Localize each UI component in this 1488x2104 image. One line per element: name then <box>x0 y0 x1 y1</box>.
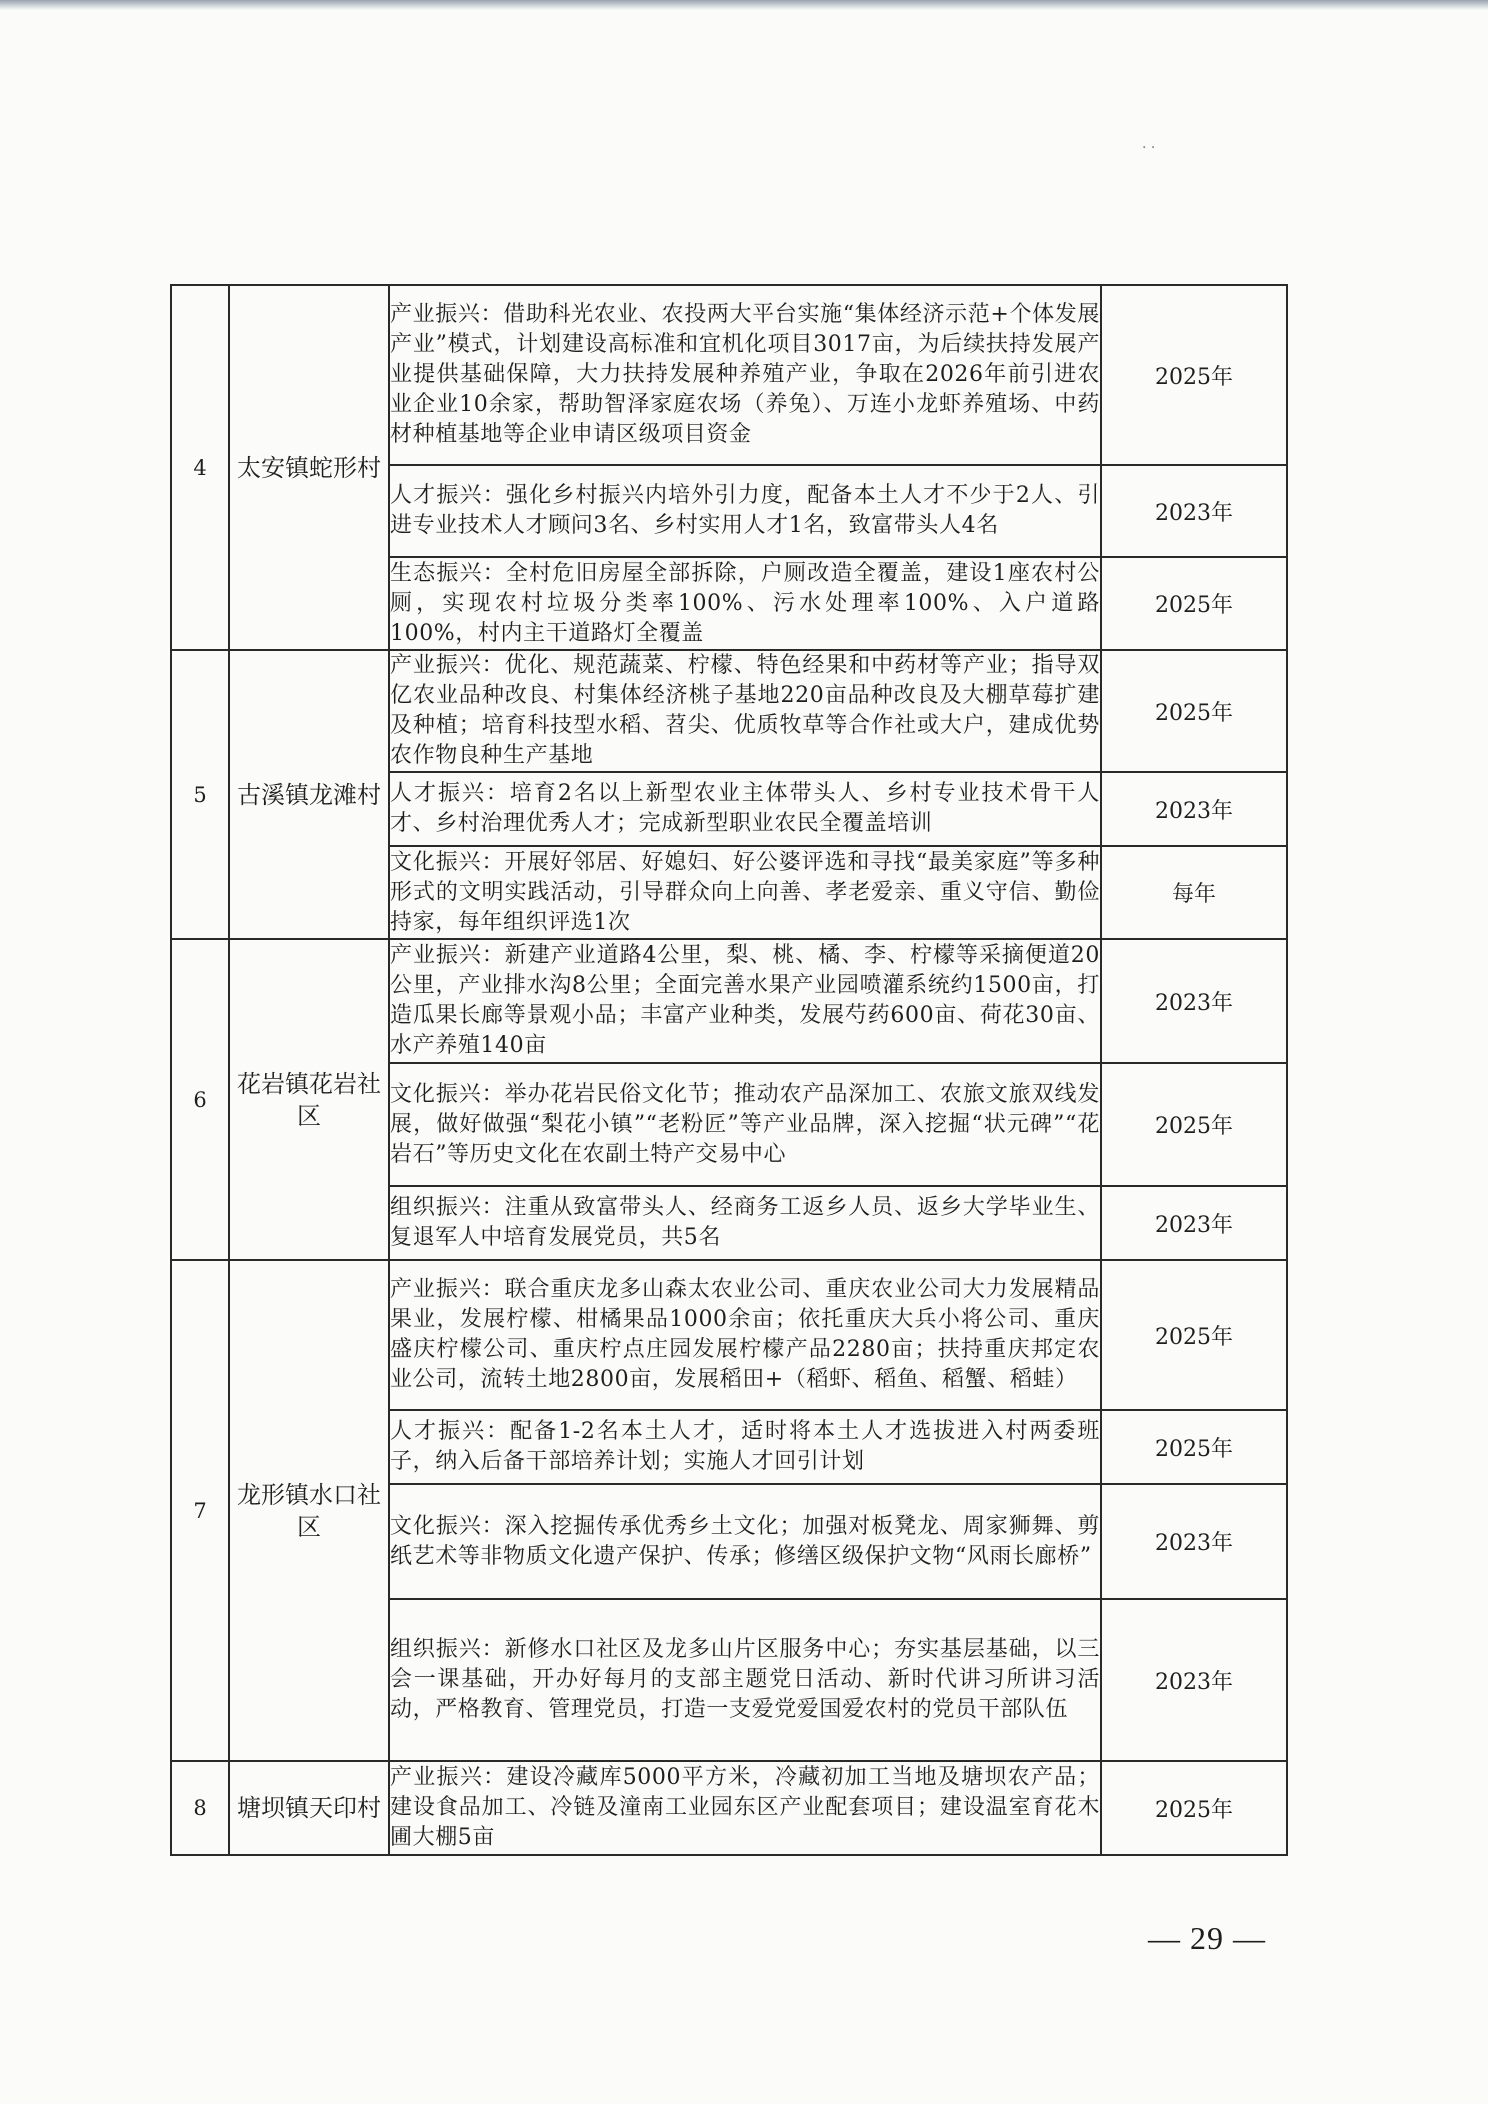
plan-table <box>170 284 1288 1856</box>
deadline-year: 2025年 <box>1101 1260 1287 1410</box>
task-content: 文化振兴：举办花岩民俗文化节；推动农产品深加工、农旅文旅双线发展，做好做强“梨花小镇”“老粉匠”等产业品牌，深入挖掘“状元碑”“花岩石”等历史文化在农副土特产交易中心 <box>389 1063 1101 1186</box>
page-number: — 29 — <box>1148 1920 1266 1956</box>
task-content: 生态振兴：全村危旧房屋全部拆除，户厕改造全覆盖，建设1座农村公厕，实现农村垃圾分类率100%、污水处理率100%、入户道路100%，村内主干道路灯全覆盖 <box>389 557 1101 650</box>
deadline-year: 2025年 <box>1101 285 1287 465</box>
deadline-year: 2023年 <box>1101 1186 1287 1260</box>
deadline-year: 2025年 <box>1101 650 1287 772</box>
table-row <box>171 1260 1287 1410</box>
table-row <box>171 939 1287 1063</box>
task-content: 产业振兴：借助科光农业、农投两大平台实施“集体经济示范+个体发展产业”模式，计划建设高标准和宜机化项目3017亩，为后续扶持发展产业提供基础保障，大力扶持发展种养殖产业，争取在2026年前引进农业企业10余家，帮助智泽家庭农场（养兔）、万连小龙虾养殖场、中药材种植基地等企业申请区级项目资金 <box>389 285 1101 465</box>
task-content: 人才振兴：培育2名以上新型农业主体带头人、乡村专业技术骨干人才、乡村治理优秀人才；完成新型职业农民全覆盖培训 <box>389 772 1101 846</box>
table-row <box>171 285 1287 465</box>
task-content: 文化振兴：开展好邻居、好媳妇、好公婆评选和寻找“最美家庭”等多种形式的文明实践活动，引导群众向上向善、孝老爱亲、重义守信、勤俭持家，每年组织评选1次 <box>389 846 1101 939</box>
task-content: 产业振兴：联合重庆龙多山森太农业公司、重庆农业公司大力发展精品果业，发展柠檬、柑橘果品1000余亩；依托重庆大兵小将公司、重庆盛庆柠檬公司、重庆柠点庄园发展柠檬产品2280亩；扶持重庆邦定农业公司，流转土地2800亩，发展稻田+（稻虾、稻鱼、稻蟹、稻蛙） <box>389 1260 1101 1410</box>
row-number: 7 <box>171 1260 229 1761</box>
deadline-year: 2023年 <box>1101 465 1287 557</box>
task-content: 组织振兴：注重从致富带头人、经商务工返乡人员、返乡大学毕业生、复退军人中培育发展党员，共5名 <box>389 1186 1101 1260</box>
deadline-year: 2023年 <box>1101 939 1287 1063</box>
task-content: 文化振兴：深入挖掘传承优秀乡土文化；加强对板凳龙、周家狮舞、剪纸艺术等非物质文化遗产保护、传承；修缮区级保护文物“风雨长廊桥” <box>389 1484 1101 1599</box>
deadline-year: 2025年 <box>1101 1410 1287 1484</box>
deadline-year: 每年 <box>1101 846 1287 939</box>
deadline-year: 2025年 <box>1101 1761 1287 1855</box>
deadline-year: 2023年 <box>1101 1484 1287 1599</box>
unit-name: 塘坝镇天印村 <box>229 1761 389 1855</box>
deadline-year: 2023年 <box>1101 772 1287 846</box>
task-content: 组织振兴：新修水口社区及龙多山片区服务中心；夯实基层基础，以三会一课基础，开办好每月的支部主题党日活动、新时代讲习所讲习活动，严格教育、管理党员，打造一支爱党爱国爱农村的党员干部队伍 <box>389 1599 1101 1761</box>
task-content: 产业振兴：优化、规范蔬菜、柠檬、特色经果和中药材等产业；指导双亿农业品种改良、村集体经济桃子基地220亩品种改良及大棚草莓扩建及种植；培育科技型水稻、苕尖、优质牧草等合作社或大户，建成优势农作物良种生产基地 <box>389 650 1101 772</box>
row-number: 4 <box>171 285 229 650</box>
task-content: 人才振兴：配备1-2名本土人才，适时将本土人才选拔进入村两委班子，纳入后备干部培养计划；实施人才回引计划 <box>389 1410 1101 1484</box>
deadline-year: 2023年 <box>1101 1599 1287 1761</box>
unit-name: 花岩镇花岩社区 <box>229 939 389 1260</box>
unit-name: 龙形镇水口社区 <box>229 1260 389 1761</box>
task-content: 产业振兴：建设冷藏库5000平方米，冷藏初加工当地及塘坝农产品；建设食品加工、冷链及潼南工业园东区产业配套项目；建设温室育花木圃大棚5亩 <box>389 1761 1101 1855</box>
table-row <box>171 650 1287 772</box>
table-row <box>171 1761 1287 1855</box>
row-number: 8 <box>171 1761 229 1855</box>
scan-edge <box>0 0 1488 10</box>
unit-name: 古溪镇龙滩村 <box>229 650 389 939</box>
scan-speck: · · <box>1142 140 1156 156</box>
task-content: 人才振兴：强化乡村振兴内培外引力度，配备本土人才不少于2人、引进专业技术人才顾问3名、乡村实用人才1名，致富带头人4名 <box>389 465 1101 557</box>
row-number: 6 <box>171 939 229 1260</box>
deadline-year: 2025年 <box>1101 1063 1287 1186</box>
deadline-year: 2025年 <box>1101 557 1287 650</box>
task-content: 产业振兴：新建产业道路4公里，梨、桃、橘、李、柠檬等采摘便道20公里，产业排水沟8公里；全面完善水果产业园喷灌系统约1500亩，打造瓜果长廊等景观小品；丰富产业种类，发展芍药600亩、荷花30亩、水产养殖140亩 <box>389 939 1101 1063</box>
unit-name: 太安镇蛇形村 <box>229 285 389 650</box>
row-number: 5 <box>171 650 229 939</box>
